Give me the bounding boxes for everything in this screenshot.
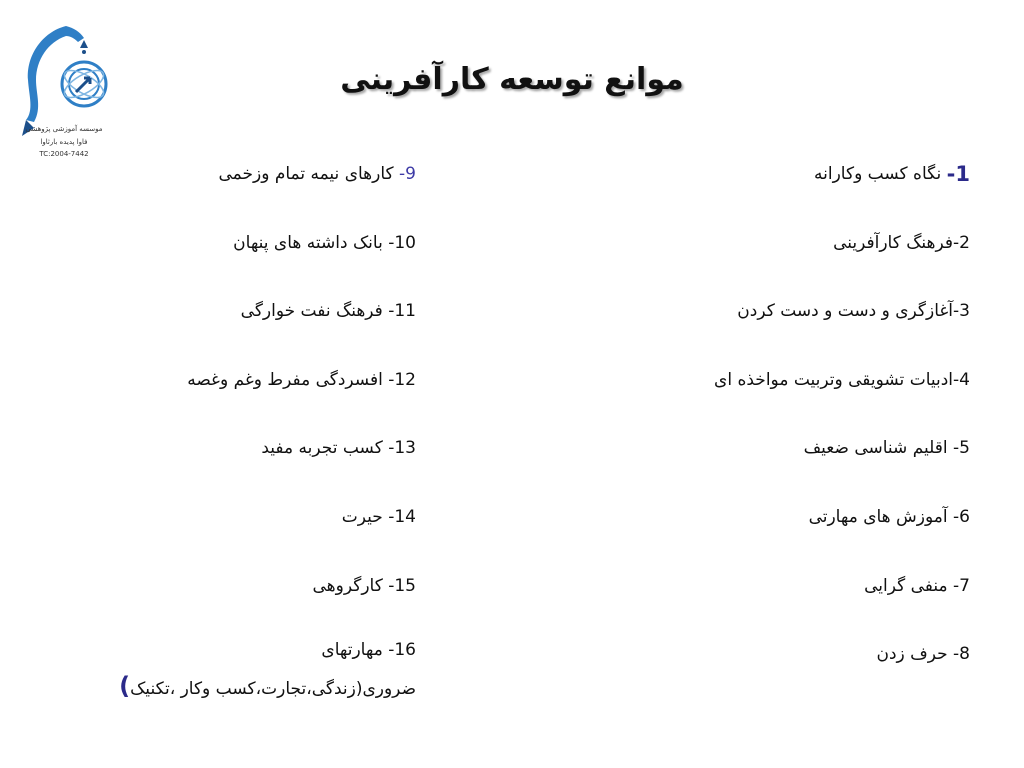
list-item-text xyxy=(116,632,416,707)
list-item-text: 3-آغازگری و دست و دست کردن xyxy=(737,301,970,322)
list-item-5 xyxy=(550,426,970,495)
list-item-text: 7- منفی گرایی xyxy=(864,575,970,596)
slide-title: موانع توسعه کارآفرینی xyxy=(340,62,684,97)
list-item-13 xyxy=(116,426,416,495)
list-item-text: 15- کارگروهی xyxy=(312,575,416,596)
closing-parenthesis: ) xyxy=(119,672,131,701)
list-item-6 xyxy=(550,495,970,564)
list-item-text: 6- آموزش های مهارتی xyxy=(808,506,970,527)
list-item-15 xyxy=(116,564,416,633)
list-item-text: 12- افسردگی مفرط وغم وغصه xyxy=(187,369,416,390)
logo-caption-line3: TC:2004-7442 xyxy=(39,150,89,158)
list-item-text: 2-فرهنگ کارآفرینی xyxy=(833,232,970,253)
logo-caption-line2: فاوا پدیده بارثاوا xyxy=(40,138,88,146)
list-item-7 xyxy=(550,564,970,633)
list-item-text: 4-ادبیات تشویقی وتربیت مواخذه ای xyxy=(714,369,970,390)
list-item-2 xyxy=(550,221,970,290)
logo-caption-line1: موسسه آموزشی پژوهشی xyxy=(25,125,103,133)
list-item-9 xyxy=(116,152,416,221)
list-item-3 xyxy=(550,289,970,358)
list-item-10 xyxy=(116,221,416,290)
list-item-text: 8- حرف زدن xyxy=(876,644,970,665)
right-column-list xyxy=(550,152,970,701)
list-item-11 xyxy=(116,289,416,358)
list-item-text: نگاه کسب وکارانه xyxy=(814,164,942,184)
list-item-16 xyxy=(116,632,416,707)
list-item-4 xyxy=(550,358,970,427)
list-item-text: 5- اقلیم شناسی ضعیف xyxy=(803,438,970,459)
left-column-list xyxy=(116,152,416,707)
list-item-text: کارهای نیمه تمام وزخمی xyxy=(218,164,394,184)
list-item-text: 10- بانک داشته های پنهان xyxy=(233,232,416,253)
list-item-number: 1- xyxy=(946,162,970,186)
list-item-16-text: 16- مهارتهای ضروری(زندگی،تجارت،کسب وکار ،تکنیک xyxy=(130,640,416,700)
list-item-text: 11- فرهنگ نفت خوارگی xyxy=(240,301,416,322)
list-item-12 xyxy=(116,358,416,427)
list-item-number: 9- xyxy=(399,164,416,184)
list-item-text: 14- حیرت xyxy=(341,506,416,527)
list-item-8 xyxy=(550,632,970,701)
list-item-text: 13- کسب تجربه مفید xyxy=(261,438,416,459)
list-item-1 xyxy=(550,152,970,221)
list-item-14 xyxy=(116,495,416,564)
